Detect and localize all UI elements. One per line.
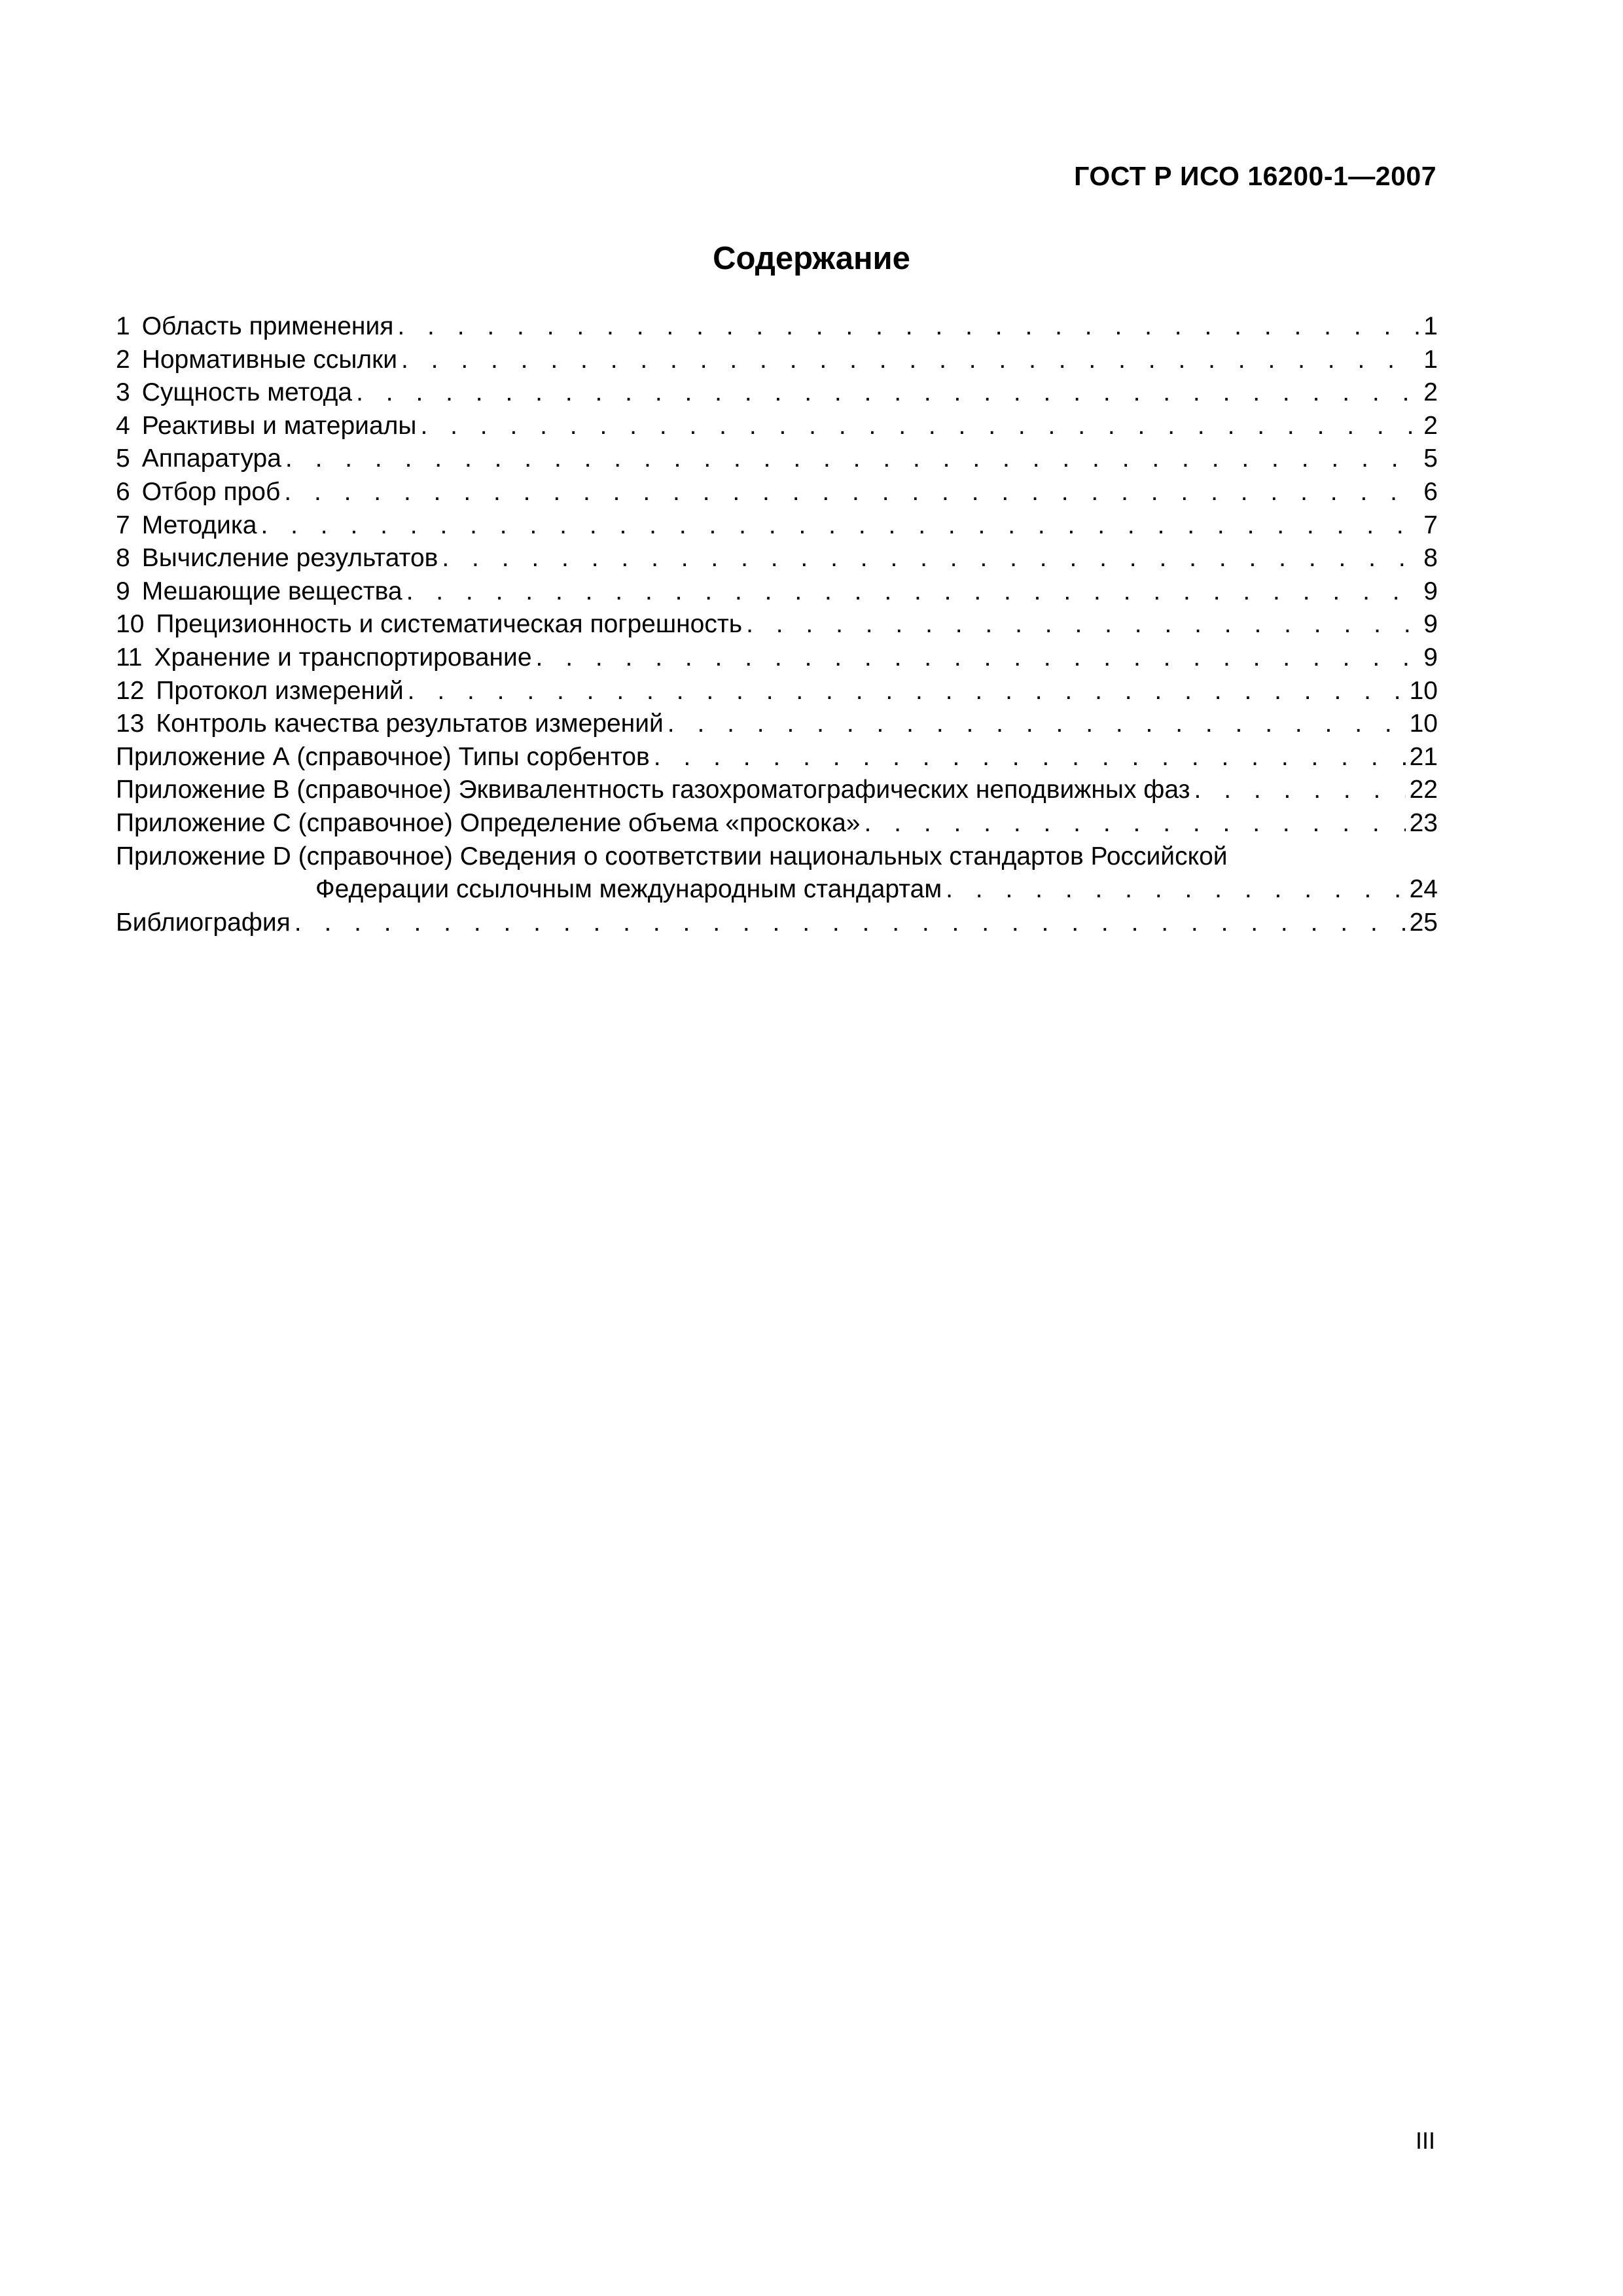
toc-annex-page: 24	[1409, 875, 1438, 904]
toc-item-label: Область применения	[141, 312, 394, 340]
toc-bibliography[interactable]	[116, 906, 1438, 940]
toc-item-number: 4	[116, 411, 130, 440]
page-number: III	[1415, 2127, 1435, 2154]
toc-annex-label: Приложение В (справочное) Эквивалентность газохроматографических неподвижных фаз	[116, 776, 1190, 804]
toc-item-number: 8	[116, 544, 130, 573]
dot-leader	[406, 575, 1420, 609]
toc-item[interactable]	[116, 608, 1438, 641]
toc-item-number: 2	[116, 345, 130, 374]
toc-annex-item[interactable]	[116, 807, 1438, 840]
toc-item-number: 3	[116, 378, 130, 407]
toc-item[interactable]	[116, 344, 1438, 377]
toc-item-label: Протокол измерений	[156, 676, 404, 705]
dot-leader	[668, 708, 1406, 741]
toc-annex-label: Приложение А (справочное) Типы сорбентов	[116, 742, 650, 771]
toc-item[interactable]	[116, 641, 1438, 675]
toc-item-label: Отбор проб	[141, 477, 281, 506]
toc-item[interactable]	[116, 542, 1438, 575]
toc-annex-label: Приложение С (справочное) Определение объема «проскока»	[116, 808, 861, 837]
toc-item[interactable]	[116, 476, 1438, 509]
dot-leader	[294, 906, 1406, 940]
toc-item-page: 1	[1423, 345, 1438, 374]
toc-item[interactable]	[116, 575, 1438, 609]
toc-item-label: Реактивы и материалы	[141, 411, 417, 440]
dot-leader	[401, 344, 1419, 377]
dot-leader	[260, 509, 1419, 543]
toc-item-number: 12	[116, 676, 145, 705]
toc-bibliography-page: 25	[1409, 908, 1438, 937]
table-of-contents	[116, 310, 1438, 939]
toc-item-page: 6	[1423, 477, 1438, 506]
dot-leader	[285, 442, 1419, 476]
toc-item-page: 1	[1423, 312, 1438, 340]
toc-item-page: 8	[1423, 544, 1438, 573]
toc-annex-item[interactable]	[116, 774, 1438, 807]
dot-leader	[864, 807, 1405, 840]
dot-leader	[442, 542, 1419, 575]
dot-leader	[654, 741, 1406, 774]
toc-item-page: 9	[1423, 610, 1438, 639]
toc-annex-label-continuation: Федерации ссылочным международным стандартам	[315, 875, 942, 904]
dot-leader	[356, 376, 1419, 410]
toc-bibliography-label: Библиография	[116, 908, 291, 937]
toc-item[interactable]	[116, 410, 1438, 443]
toc-item-label: Хранение и транспортирование	[154, 643, 532, 672]
dot-leader	[420, 410, 1419, 443]
toc-item-number: 1	[116, 312, 130, 340]
dot-leader	[408, 675, 1406, 708]
toc-item-label: Контроль качества результатов измерений	[156, 709, 664, 738]
toc-item[interactable]	[116, 509, 1438, 543]
dot-leader	[946, 873, 1405, 906]
toc-item-label: Прецизионность и систематическая погрешность	[156, 610, 743, 639]
toc-item-number: 13	[116, 709, 145, 738]
toc-item[interactable]	[116, 675, 1438, 708]
toc-item[interactable]	[116, 310, 1438, 344]
dot-leader	[746, 608, 1419, 641]
toc-item-label: Методика	[141, 511, 257, 539]
toc-item-page: 7	[1423, 511, 1438, 539]
toc-item-page: 2	[1423, 378, 1438, 407]
toc-item[interactable]	[116, 442, 1438, 476]
standard-number: ГОСТ Р ИСО 16200-1—2007	[1074, 161, 1436, 191]
toc-item-page: 10	[1409, 709, 1438, 738]
toc-annex-item[interactable]	[116, 741, 1438, 774]
toc-item-number: 5	[116, 444, 130, 473]
toc-item-label: Аппаратура	[141, 444, 281, 473]
toc-item-page: 2	[1423, 411, 1438, 440]
toc-item-number: 7	[116, 511, 130, 539]
toc-item-number: 9	[116, 577, 130, 605]
toc-item[interactable]	[116, 376, 1438, 410]
toc-item-label: Мешающие вещества	[141, 577, 402, 605]
dot-leader	[536, 641, 1420, 675]
toc-item-page: 9	[1423, 577, 1438, 605]
toc-item-label: Нормативные ссылки	[141, 345, 397, 374]
toc-item-page: 9	[1423, 643, 1438, 672]
toc-item-label: Сущность метода	[141, 378, 353, 407]
toc-annex-page: 23	[1409, 808, 1438, 837]
toc-item-label: Вычисление результатов	[141, 544, 438, 573]
dot-leader	[1194, 774, 1406, 807]
toc-item[interactable]	[116, 708, 1438, 741]
toc-annex-continuation[interactable]	[116, 873, 1438, 906]
toc-annex-label[interactable]: Приложение D (справочное) Сведения о соответствии национальных стандартов Российской	[116, 842, 1228, 870]
toc-annex-page: 21	[1409, 742, 1438, 771]
toc-item-number: 10	[116, 610, 145, 639]
toc-item-number: 11	[116, 643, 143, 672]
dot-leader	[397, 310, 1419, 344]
toc-item-page: 5	[1423, 444, 1438, 473]
toc-item-page: 10	[1409, 676, 1438, 705]
toc-item-number: 6	[116, 477, 130, 506]
dot-leader	[284, 476, 1419, 509]
toc-annex-page: 22	[1409, 776, 1438, 804]
toc-title: Содержание	[713, 241, 910, 276]
